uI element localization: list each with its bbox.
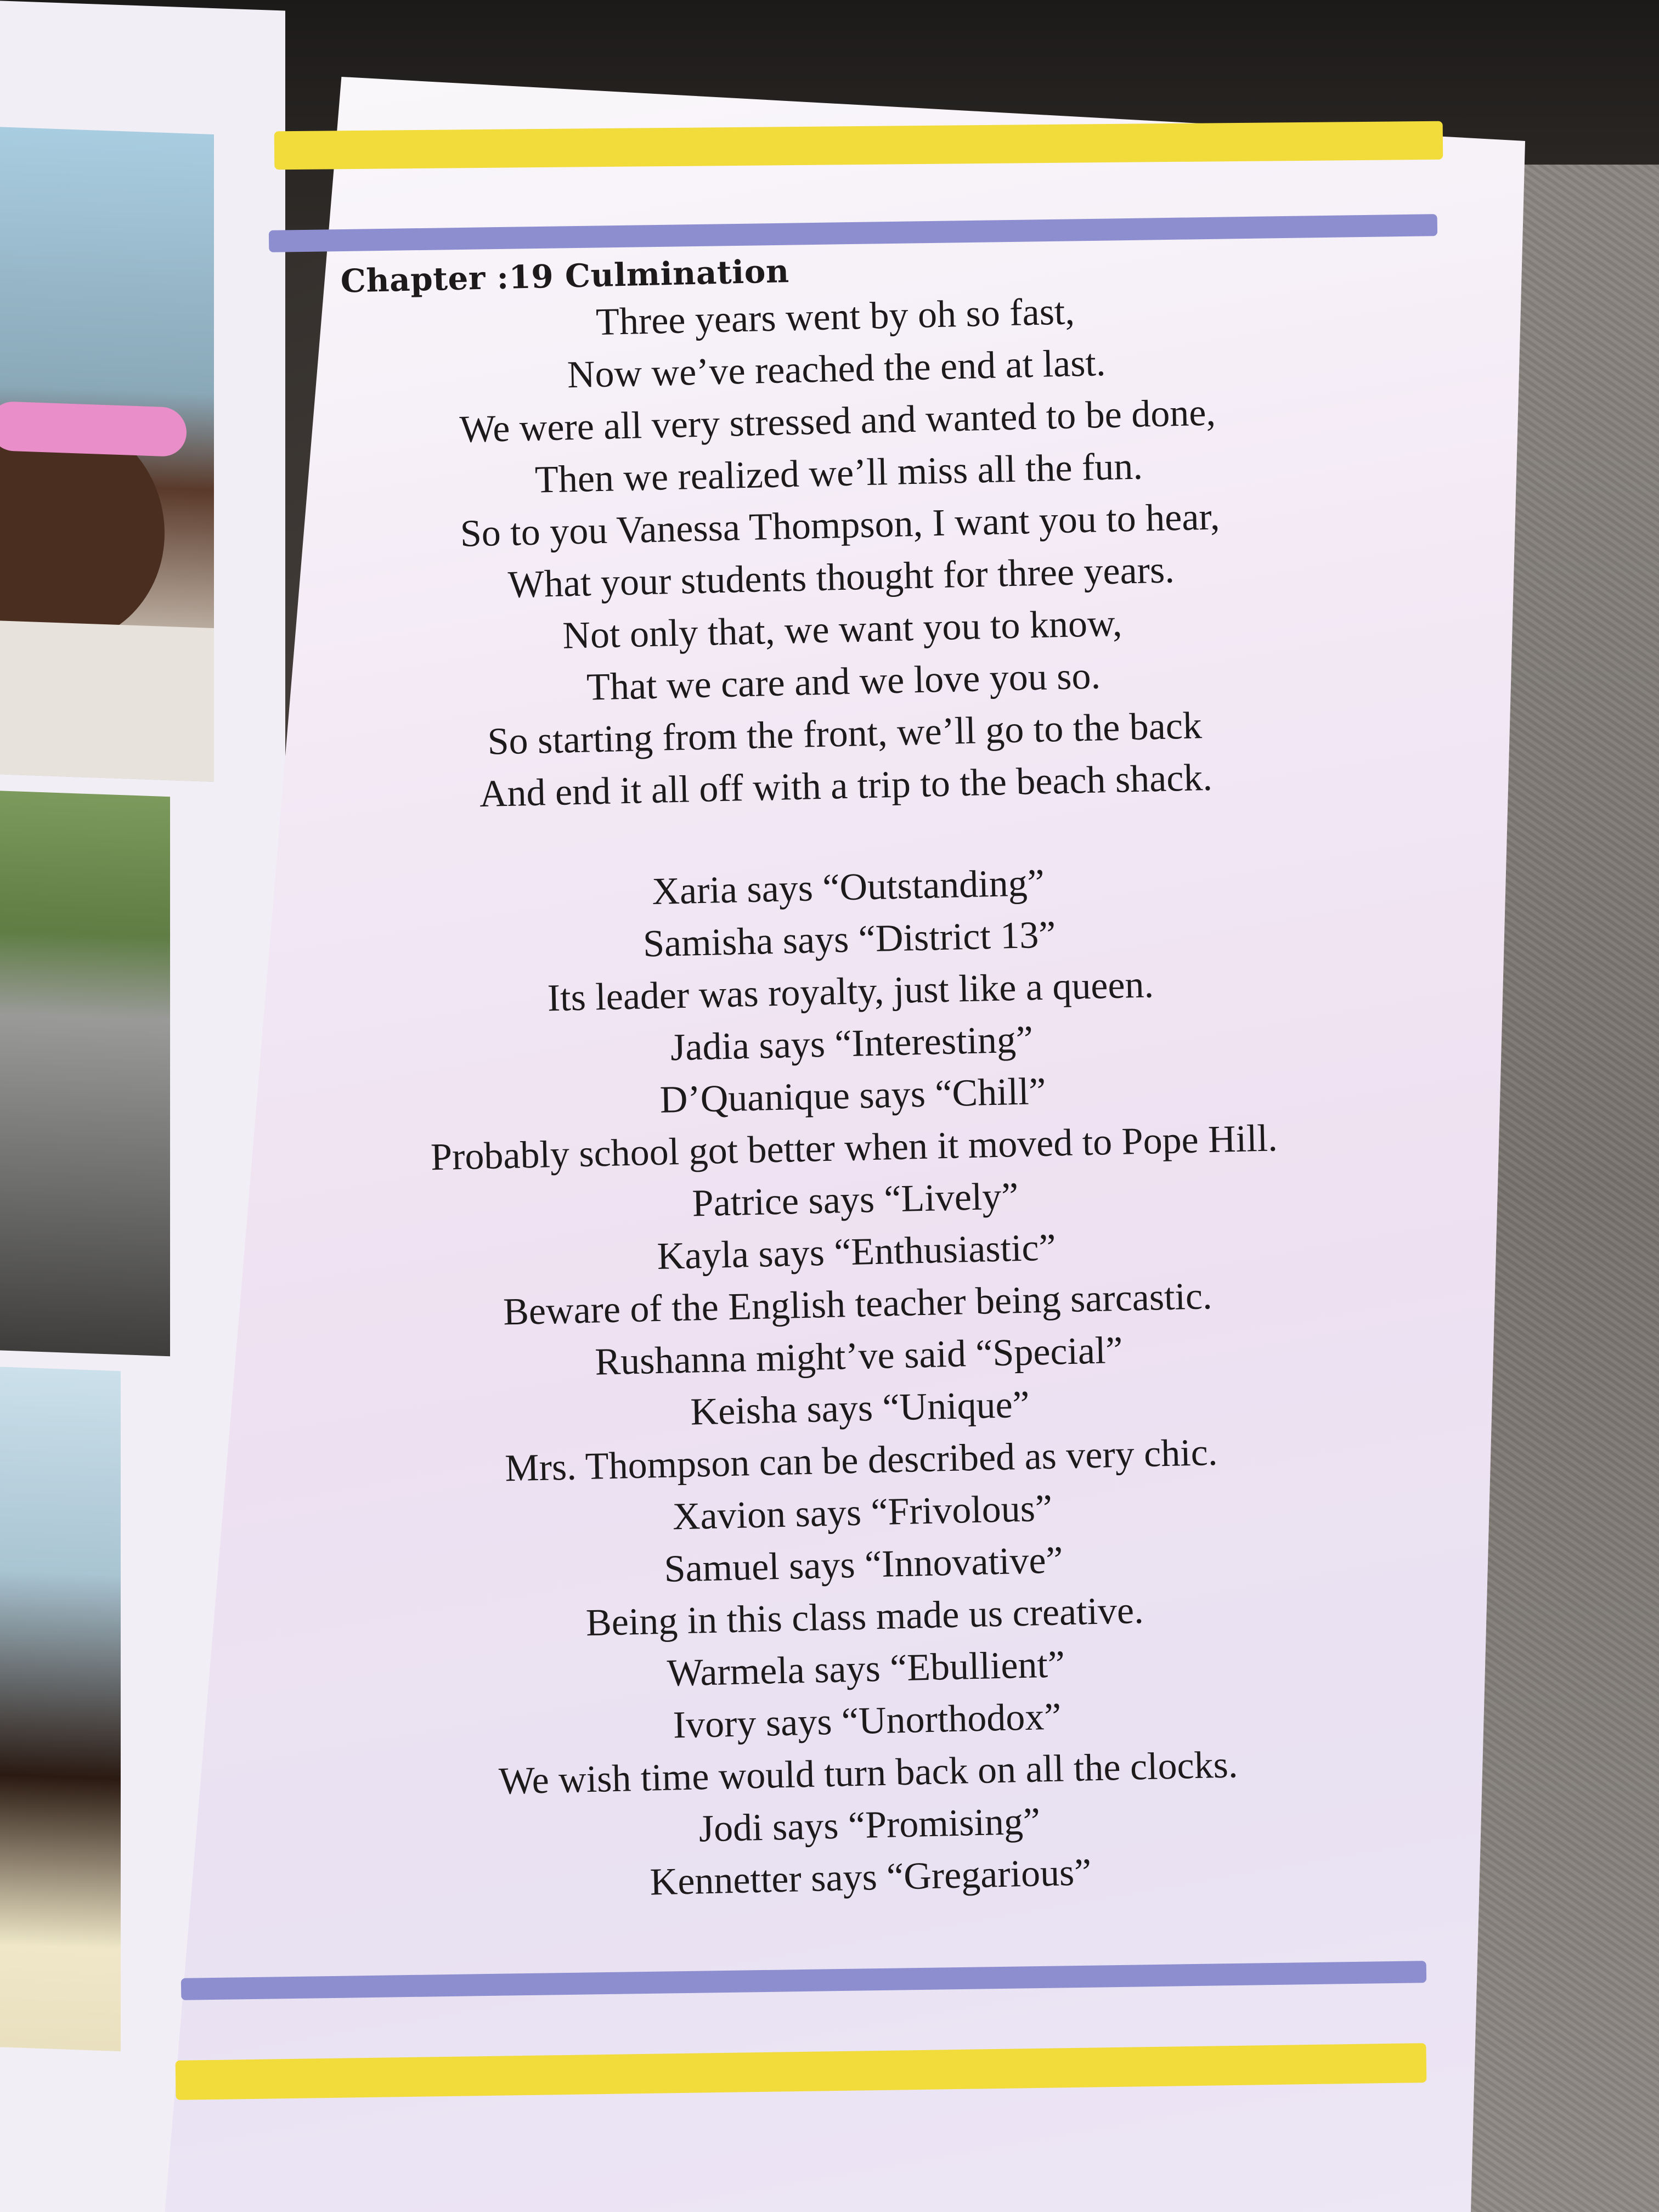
poem-line: Its leader was royalty, just like a queen. (546, 963, 1154, 1020)
poem-line: Patrice says “Lively” (691, 1175, 1019, 1225)
chapter-title: Chapter :19 Culmination (340, 252, 790, 300)
poem-line: We wish time would turn back on all the clocks. (498, 1743, 1239, 1803)
poem-line: Beware of the English teacher being sarcastic. (503, 1275, 1213, 1334)
student-shirt (0, 619, 214, 782)
poem-line: Not only that, we want you to know, (562, 602, 1123, 657)
poem-line: And end it all off with a trip to the beach shack. (479, 756, 1213, 816)
poem-line: So starting from the front, we’ll go to the back (487, 704, 1203, 763)
poem-line: Being in this class made us creative. (585, 1589, 1144, 1645)
poem-line: Jodi says “Promising” (698, 1800, 1041, 1850)
poem-line: Rushanna might’ve said “Special” (594, 1329, 1124, 1384)
poem-line: Three years went by oh so fast, (595, 290, 1075, 344)
poem-line: Kayla says “Enthusiastic” (656, 1226, 1057, 1278)
poem-line: Ivory says “Unorthodox” (672, 1695, 1062, 1747)
student-photo-middle (0, 790, 170, 1356)
poem-stanza-1 (308, 279, 1373, 823)
poem-text-block (307, 239, 1398, 1915)
poem-line: So to you Vanessa Thompson, I want you to hear, (459, 495, 1221, 555)
poem-line: Samuel says “Innovative” (663, 1539, 1064, 1590)
poem-line: Samisha says “District 13” (642, 913, 1057, 966)
poem-line: Keisha says “Unique” (690, 1383, 1030, 1434)
poem-line: D’Quanique says “Chill” (659, 1070, 1047, 1121)
poem-line: Warmela says “Ebullient” (666, 1643, 1065, 1695)
poem-line: Jadia says “Interesting” (670, 1018, 1034, 1069)
student-photo-bottom (0, 1366, 121, 2051)
poem-line: Now we’ve reached the end at last. (567, 342, 1107, 397)
poem-line: We were all very stressed and wanted to be done, (459, 391, 1216, 451)
poem-line: Probably school got better when it moved to Pope Hill. (430, 1117, 1278, 1179)
poem-line: Kennetter says “Gregarious” (649, 1851, 1092, 1904)
poem-line: Xavion says “Frivolous” (672, 1487, 1053, 1538)
poem-stanza-2 (321, 849, 1398, 1915)
poem-line: What your students thought for three years. (507, 549, 1175, 606)
student-photo-top (0, 126, 214, 782)
poem-line: Then we realized we’ll miss all the fun. (534, 445, 1143, 501)
poem-line: Mrs. Thompson can be described as very chic. (504, 1431, 1218, 1490)
poem-line: That we care and we love you so. (586, 654, 1101, 709)
pink-glasses (0, 401, 187, 458)
poem-line: Xaria says “Outstanding” (651, 861, 1045, 913)
